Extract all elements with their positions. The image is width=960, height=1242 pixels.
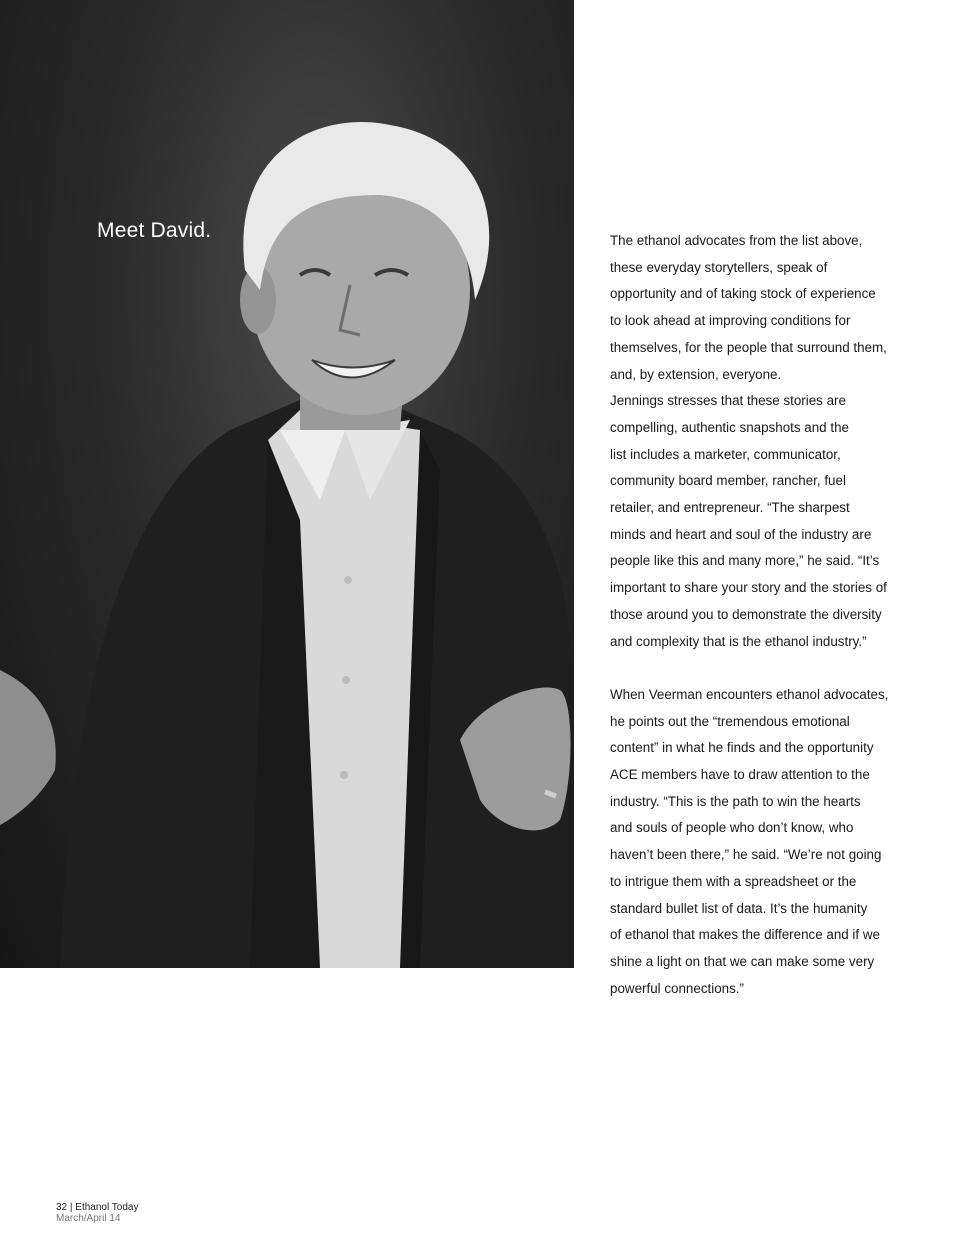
text-line: content” in what he finds and the opportunity [610, 740, 874, 756]
text-line: When Veerman encounters ethanol advocates, [610, 686, 889, 702]
article-paragraph [610, 228, 900, 388]
portrait-photo [0, 0, 574, 968]
portrait-illustration [0, 0, 574, 968]
page-number-label: 32 | Ethanol Today [56, 1202, 139, 1213]
article-body [610, 228, 900, 1002]
text-line: list includes a marketer, communicator, [610, 446, 841, 462]
text-line: themselves, for the people that surround them, [610, 339, 887, 355]
issue-date: March/April 14 [56, 1213, 121, 1224]
text-line: haven’t been there,” he said. “We’re not going [610, 847, 882, 863]
article-paragraph [610, 388, 900, 655]
text-line: and complexity that is the ethanol industry.” [610, 633, 867, 649]
photo-caption: Meet David. [97, 219, 212, 242]
text-line: standard bullet list of data. It’s the humanity [610, 900, 868, 916]
text-line: compelling, authentic snapshots and the [610, 419, 849, 435]
text-line: minds and heart and soul of the industry are [610, 526, 872, 542]
text-line: he points out the “tremendous emotional [610, 713, 850, 729]
text-line: to look ahead at improving conditions for [610, 313, 851, 329]
text-line: ACE members have to draw attention to the [610, 767, 870, 783]
text-line: Jennings stresses that these stories are [610, 393, 846, 409]
text-line: powerful connections.” [610, 980, 744, 996]
text-line: important to share your story and the stories of [610, 580, 887, 596]
text-line: The ethanol advocates from the list above, [610, 233, 863, 248]
article-paragraph [610, 682, 900, 1002]
text-line: community board member, rancher, fuel [610, 473, 846, 489]
text-line: and, by extension, everyone. [610, 366, 782, 382]
text-line: to intrigue them with a spreadsheet or the [610, 873, 857, 889]
page-footer [56, 1202, 138, 1224]
text-line: and souls of people who don’t know, who [610, 820, 854, 836]
text-line: those around you to demonstrate the diversity [610, 606, 882, 622]
paragraph-spacer [610, 655, 900, 682]
text-line: of ethanol that makes the difference and if we [610, 927, 880, 943]
text-line: these everyday storytellers, speak of [610, 259, 828, 275]
text-line: industry. “This is the path to win the hearts [610, 793, 861, 809]
text-line: people like this and many more,” he said. “It’s [610, 553, 880, 569]
text-line: shine a light on that we can make some very [610, 953, 875, 969]
text-line: opportunity and of taking stock of experience [610, 286, 876, 302]
text-line: retailer, and entrepreneur. “The sharpest [610, 500, 850, 516]
